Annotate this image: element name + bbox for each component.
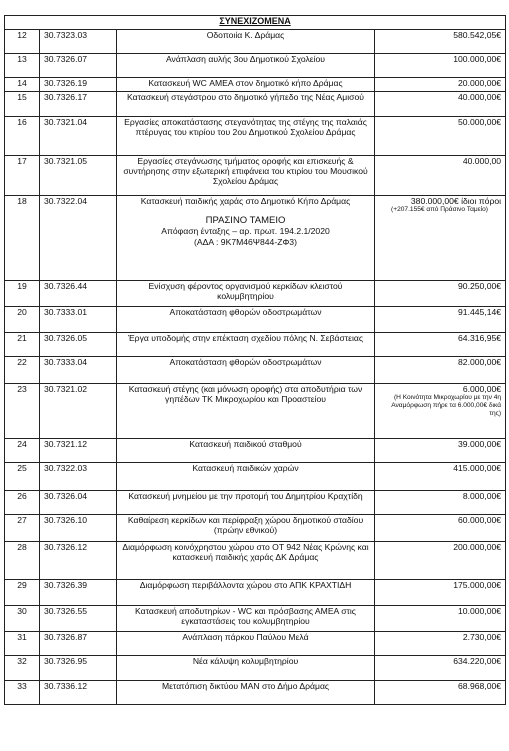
row-description: Μετατόπιση δικτύου ΜΑΝ στο Δήμο Δράμας <box>117 681 375 705</box>
row-code: 30.7321.04 <box>40 117 117 156</box>
table-row <box>5 632 506 656</box>
fund-ada: (ΑΔΑ : 9Κ7Μ46Ψ844-ΖΦ3) <box>194 236 297 247</box>
table-row <box>5 580 506 606</box>
row-description: Κατασκευή στέγης (και μόνωση οροφής) στα αποδυτήρια των γηπέδων ΤΚ Μικροχωρίου και Προαστείου <box>117 384 375 439</box>
row-description <box>117 196 375 281</box>
table-row <box>5 281 506 307</box>
row-description-main: Κατασκευή παιδικής χαράς στο Δημοτικό Κήπο Δράμας <box>140 196 351 206</box>
row-code: 30.7326.04 <box>40 491 117 515</box>
table-row <box>5 156 506 196</box>
row-code: 30.7326.17 <box>40 92 117 117</box>
row-number: 13 <box>5 54 40 78</box>
row-code: 30.7322.03 <box>40 463 117 491</box>
row-code: 30.7326.87 <box>40 632 117 656</box>
row-amount: 20.000,00€ <box>375 78 506 92</box>
row-description: Αποκατάσταση φθορών οδοστρωμάτων <box>117 307 375 333</box>
row-number: 22 <box>5 357 40 384</box>
row-amount: 64.316,95€ <box>375 333 506 357</box>
row-description: Έργα υποδομής στην επέκταση σχεδίου πόλης Ν. Σεβάστειας <box>117 333 375 357</box>
table-row <box>5 30 506 54</box>
row-description: Νέα κάλυψη κολυμβητηρίου <box>117 656 375 681</box>
row-code: 30.7321.12 <box>40 439 117 463</box>
table-row <box>5 384 506 439</box>
row-number: 12 <box>5 30 40 54</box>
row-description: Κατασκευή WC ΑΜΕΑ στον δημοτικό κήπο Δράμας <box>117 78 375 92</box>
table-row <box>5 307 506 333</box>
table-row <box>5 491 506 515</box>
projects-table <box>4 15 506 705</box>
table-row <box>5 681 506 705</box>
row-code: 30.7326.07 <box>40 54 117 78</box>
row-number: 18 <box>5 196 40 281</box>
row-description: Διαμόρφωση περιβάλλοντα χώρου στο ΑΠΚ ΚΡΑΧΤΙΔΗ <box>117 580 375 606</box>
row-amount <box>375 384 506 439</box>
row-code: 30.7326.95 <box>40 656 117 681</box>
row-number: 28 <box>5 542 40 580</box>
row-amount: 2.730,00€ <box>375 632 506 656</box>
row-number: 33 <box>5 681 40 705</box>
row-number: 30 <box>5 606 40 632</box>
row-code: 30.7333.04 <box>40 357 117 384</box>
row-description: Καθαίρεση κερκίδων και περίφραξη χώρου δημοτικού σταδίου (πρώην εθνικού) <box>117 515 375 542</box>
row-number: 32 <box>5 656 40 681</box>
table-row <box>5 439 506 463</box>
row-amount: 580.542,05€ <box>375 30 506 54</box>
row-description: Αποκατάσταση φθορών οδοστρωμάτων <box>117 357 375 384</box>
table-row <box>5 196 506 281</box>
table-row <box>5 463 506 491</box>
row-code: 30.7326.55 <box>40 606 117 632</box>
row-amount-note: (+207.155€ από Πράσινο Ταμείο) <box>391 206 488 214</box>
row-number: 25 <box>5 463 40 491</box>
table-row <box>5 515 506 542</box>
row-amount: 100.000,00€ <box>375 54 506 78</box>
row-description: Ενίσχυση φέροντος οργανισμού κερκίδων κλειστού κολυμβητηρίου <box>117 281 375 307</box>
row-amount: 10.000,00€ <box>375 606 506 632</box>
row-amount: 68.968,00€ <box>375 681 506 705</box>
fund-decision: Απόφαση ένταξης – αρ. πρωτ. 194.2.1/2020 <box>161 226 330 237</box>
table-row <box>5 54 506 78</box>
row-description: Εργασίες αποκατάστασης στεγανότητας της στέγης της παλαιάς πτέρυγας του κτιρίου του 2ου Δημοτικού Σχολείου Δράμας <box>117 117 375 156</box>
row-amount: 634.220,00€ <box>375 656 506 681</box>
row-code: 30.7326.10 <box>40 515 117 542</box>
row-amount: 40.000,00 <box>375 156 506 196</box>
row-amount: 50.000,00€ <box>375 117 506 156</box>
row-code: 30.7326.19 <box>40 78 117 92</box>
row-code: 30.7326.12 <box>40 542 117 580</box>
table-title: ΣΥΝΕΧΙΖΟΜΕΝΑ <box>5 16 506 30</box>
row-description: Κατασκευή παιδικού σταθμού <box>117 439 375 463</box>
table-row <box>5 78 506 92</box>
document-page <box>4 15 505 705</box>
row-number: 26 <box>5 491 40 515</box>
row-amount-main: 6.000,00€ <box>462 384 502 394</box>
table-row <box>5 333 506 357</box>
row-amount: 8.000,00€ <box>375 491 506 515</box>
row-description: Κατασκευή παιδικών χαρών <box>117 463 375 491</box>
row-number: 24 <box>5 439 40 463</box>
row-amount: 39.000,00€ <box>375 439 506 463</box>
row-description: Ανάπλαση αυλής 3ου Δημοτικού Σχολείου <box>117 54 375 78</box>
table-header-row <box>5 16 506 30</box>
row-number: 20 <box>5 307 40 333</box>
table-row <box>5 357 506 384</box>
row-description: Οδοποιία Κ. Δράμας <box>117 30 375 54</box>
row-code: 30.7323.03 <box>40 30 117 54</box>
row-code: 30.7326.39 <box>40 580 117 606</box>
table-row <box>5 117 506 156</box>
row-amount <box>375 196 506 281</box>
fund-name: ΠΡΑΣΙΝΟ ΤΑΜΕΙΟ <box>205 215 286 227</box>
row-number: 16 <box>5 117 40 156</box>
row-code: 30.7326.05 <box>40 333 117 357</box>
row-number: 14 <box>5 78 40 92</box>
row-description: Διαμόρφωση κοινόχρηστου χώρου στο ΟΤ 942 Νέας Κρώνης και κατασκευή παιδικής χαράς ΔΚ Δράμας <box>117 542 375 580</box>
row-code: 30.7336.12 <box>40 681 117 705</box>
row-number: 29 <box>5 580 40 606</box>
row-amount: 91.445,14€ <box>375 307 506 333</box>
row-code: 30.7321.05 <box>40 156 117 196</box>
row-description: Κατασκευή μνημείου με την προτομή του Δημητρίου Κραχτίδη <box>117 491 375 515</box>
row-code: 30.7322.04 <box>40 196 117 281</box>
row-amount: 82.000,00€ <box>375 357 506 384</box>
row-number: 27 <box>5 515 40 542</box>
row-amount: 200.000,00€ <box>375 542 506 580</box>
table-row <box>5 656 506 681</box>
table-row <box>5 92 506 117</box>
row-code: 30.7333.01 <box>40 307 117 333</box>
row-code: 30.7326.44 <box>40 281 117 307</box>
row-number: 17 <box>5 156 40 196</box>
row-number: 15 <box>5 92 40 117</box>
row-amount: 415.000,00€ <box>375 463 506 491</box>
row-description: Κατασκευή αποδυτηρίων - WC και πρόσβασης ΑΜΕΑ στις εγκαταστάσεις του κολυμβητηρίου <box>117 606 375 632</box>
row-description: Κατασκευή στεγάστρου στο δημοτικό γήπεδο της Νέας Αμισού <box>117 92 375 117</box>
table-row <box>5 606 506 632</box>
row-number: 19 <box>5 281 40 307</box>
table-row <box>5 542 506 580</box>
row-code: 30.7321.02 <box>40 384 117 439</box>
row-number: 31 <box>5 632 40 656</box>
row-number: 21 <box>5 333 40 357</box>
row-amount: 90.250,00€ <box>375 281 506 307</box>
row-amount: 175.000,00€ <box>375 580 506 606</box>
row-number: 23 <box>5 384 40 439</box>
row-amount: 60.000,00€ <box>375 515 506 542</box>
row-description: Εργασίες στεγάνωσης τμήματος οροφής και επισκευής & συντήρησης στην εξωτερική επιφάνεια του κτιρίου του Μουσικού Σχολείου Δράμας <box>117 156 375 196</box>
row-amount: 40.000,00€ <box>375 92 506 117</box>
row-amount-main: 380.000,00€ ίδιοι πόροι <box>410 196 502 206</box>
row-description: Ανάπλαση πάρκου Παύλου Μελά <box>117 632 375 656</box>
row-amount-note: (Η Κοινότητα Μικροχωρίου με την 4η Αναμόρφωση πήρε τα 6.000,00€ δικά της) <box>391 394 502 418</box>
